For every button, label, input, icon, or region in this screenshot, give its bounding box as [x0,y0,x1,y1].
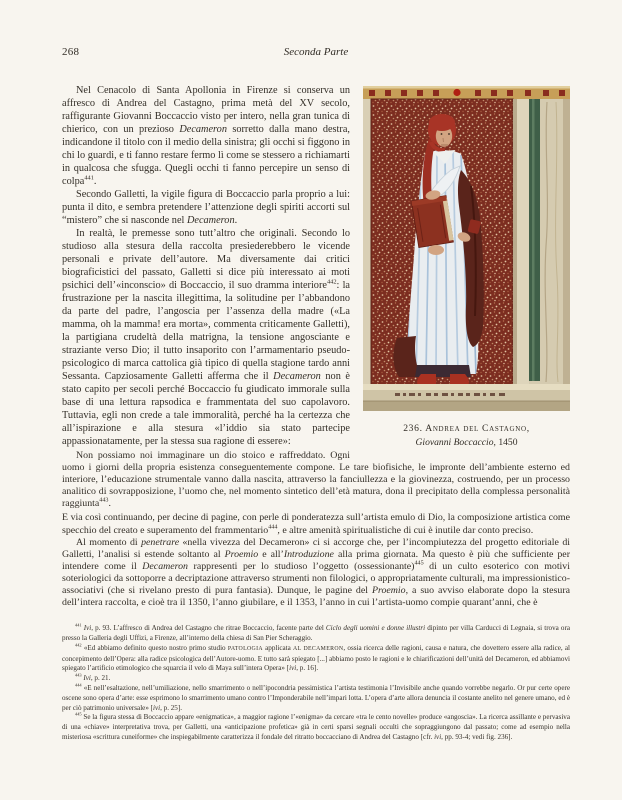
footnote-441: $^{441}$ Ivi, p. 93. L’affresco di Andrea del Castagno che ritrae Boccaccio, facente parte del Ciclo degli uomini e donne illustri dipinto per villa Carducci di Legnaia, si trova ora presso la Galleria degli Uffizi, a Firenze, all’interno della chiesa di San Pier Scheraggio. [62,622,570,643]
footnote-445: $^{445}$ Se la figura stessa di Boccaccio appare «enigmatica», a maggior ragione l’«enigma» da cercare «tra le cento novelle» produce «angoscia». La ricerca assillante e pervasiva di una «chiave» interpretativa trova, per Galletti, una «anticipazione profetica» già in certi sparsi segnali occulti che sopraggiungono dal passato; come ad esempio nella misteriosa «scrittura cuneiforme» che inspiegabilmente caratterizza il fondale del ritratto boccacciano di Andrea del Castagno [cfr. ivi, pp. 93-4; vedi fig. 236]. [62,712,570,741]
paragraph-3: In realtà, le premesse sono tutt’altro che originali. Secondo lo studioso alla stesura della raccolta presiederebbero le vicende personali e private dell’autore. Ma diversamente dai critici biograficistici del passato, Galletti si dice più interessato ai moti psichici dell’«inconscio» di Boccaccio, il suo dramma interiore$^{442}$: la frustrazione per la nascita illegittima, la solitudine per l’abbandono da parte del padre, l’angoscia per l’assenza della madre («La mamma, oh la mamma! era morta», commenta criticamente Galletti), la partigiana crudeltà della matrigna, la tensione angosciante e straziante verso Dio; il tutto insaporito con l’armamentario pseudo-psicologico di marca cattolica già tipico di quella stagione tardo anni Sessanta. Capziosamente Galletti afferma che il Decameron non è stato capito per secoli perché Boccaccio fu giudicato immorale sulla base di una lettura rapsodica e frammentata del suo capolavoro. Tuttavia, egli non crede a tale immoralità, perché ha la certezza che all’ispirazione e alla stesura «l’iddio sia stato partecipe appassionatamente, per la stessa sua ragione di essere»: [62,228,350,447]
page-number: 268 [62,46,80,58]
block-quote: Non possiamo noi immaginare un dio stoico e raffreddato. Ogni uomo i giorni della propria esistenza conseguentemente compone. Le tare biofisiche, le impronte dell’ambiente esterno ed interiore, l’educazione strumentale vanno dalla nascita, attraverso la fanciullezza e la giovinezza, costruendo, per un processo analitico di sovrapposizione, l’uomo che, nel momento sintetico dell’età matura, dona il precipitato della complessa personalità raggiunta$^{443}$. [62,450,570,510]
fresco-marble-pilaster [513,99,570,386]
fresco-left-jamb [363,99,371,386]
footnote-442: $^{442}$ «Ed abbiamo definito questo nostro primo studio PATOLOGIA applicata AL DECAMERON, ossia ricerca delle ragioni, causa e natura, che dovettero essere alla radice, al concepimento dell’Opera: alla radice psicologica dell’Autore-uomo. E tutto sarà spiegato [...] abbiamo posto le ragioni e le chiarificazioni dell’unità del Decameron, ed abbiamovi spiegato l’artificio etimologico che squarcia il velo di Maya sull’intera Opera» [ivi, p. 16]. [62,642,570,673]
paragraph-1: Nel Cenacolo di Santa Apollonia in Firenze si conserva un affresco di Andrea del Castagno, prima metà del XV secolo, raffigurante Giovanni Boccaccio visto per intero, nella gran tunica di chierico, con un prezioso Decameron sorretto dalla mano destra, indicandone il titolo con il medio della sinistra; gli occhi si figgono in chi lo guardi, e ti fanno restare fermo lì come se stessero a richiamarti in qualcosa che sfugga. Quegli occhi ti fanno percepire un senso di colpa$^{441}$. [62,85,350,187]
paragraph-2: Secondo Galletti, la vigile figura di Boccaccio parla proprio a lui: punta il dito, e sembra pretendere l’attenzione degli spiriti accorti sul “mistero” che si nasconde nel Decameron. [62,189,350,226]
footnote-443: $^{443}$ Ivi, p. 21. [75,672,111,683]
section-title: Seconda Parte [283,46,349,58]
main-text [62,84,570,609]
caption-number-artist: 236. Andrea del Castagno, [403,423,530,434]
fresco-top-band [363,86,570,99]
boccaccio-fresco-image [363,86,570,411]
footnotes-section [62,624,570,743]
running-header [62,46,570,60]
footnote-444: $^{444}$ «E nell’esaltazione, nell’umiliazione, nello smarrimento o nell’ipocondria pessimistica l’artista testimonia l’Invisibile anche quando vorrebbe negarlo. Or pur certe opere oscene sono opera d’arte: esse esprimono lo smarrimento umano contro l’Imponderabile nell’impari lotta. L’opera d’arte allora denuncia il costante anelito nel genere umano, ed è per ciò patrimonio universale» [ivi, p. 25]. [62,682,570,712]
paragraph-5: Al momento di penetrare «nella vivezza del Decameron» ci si accorge che, per l’incompiutezza del progetto editoriale di Galletti, l’analisi si estende soltanto al Proemio e all’Introduzione alla prima giornata. Ma questo è più che sufficiente per intendere come il Decameron rappresenti per lo studioso l’oggetto (ossessionante)$^{445}$ di un culto esoterico con motivi soteriologici da sottoporre a decriptazione attraverso strumenti non filologici, o appropriatamente culturali, ma impressionistico-associativi (che si rivelano presto di pura fantasia). Dunque, le pagine del Proemio, a suo avviso elaborate dopo la stesura dell’intera raccolta, e cioè tra il 1350, l’anno giubilare, e il 1353, l’anno in cui l’artista-uomo compie quarant’anni, che è [62,536,571,609]
left-hand [428,245,444,255]
fresco-ledge [363,384,570,411]
paragraph-4: E via così continuando, per decine di pagine, con perle di ponderatezza sull’artista emulo di Dio, la composizione artistica come specchio del creato e superamento del frammentario$^{444}$, e altre amenità spiritualistiche di cui è inutile dar conto preciso. [62,512,570,536]
caption-title-year: Giovanni Boccaccio, 1450 [415,437,518,448]
decameron-book [411,196,453,248]
figure-caption [363,422,570,450]
figure-236 [363,86,570,450]
